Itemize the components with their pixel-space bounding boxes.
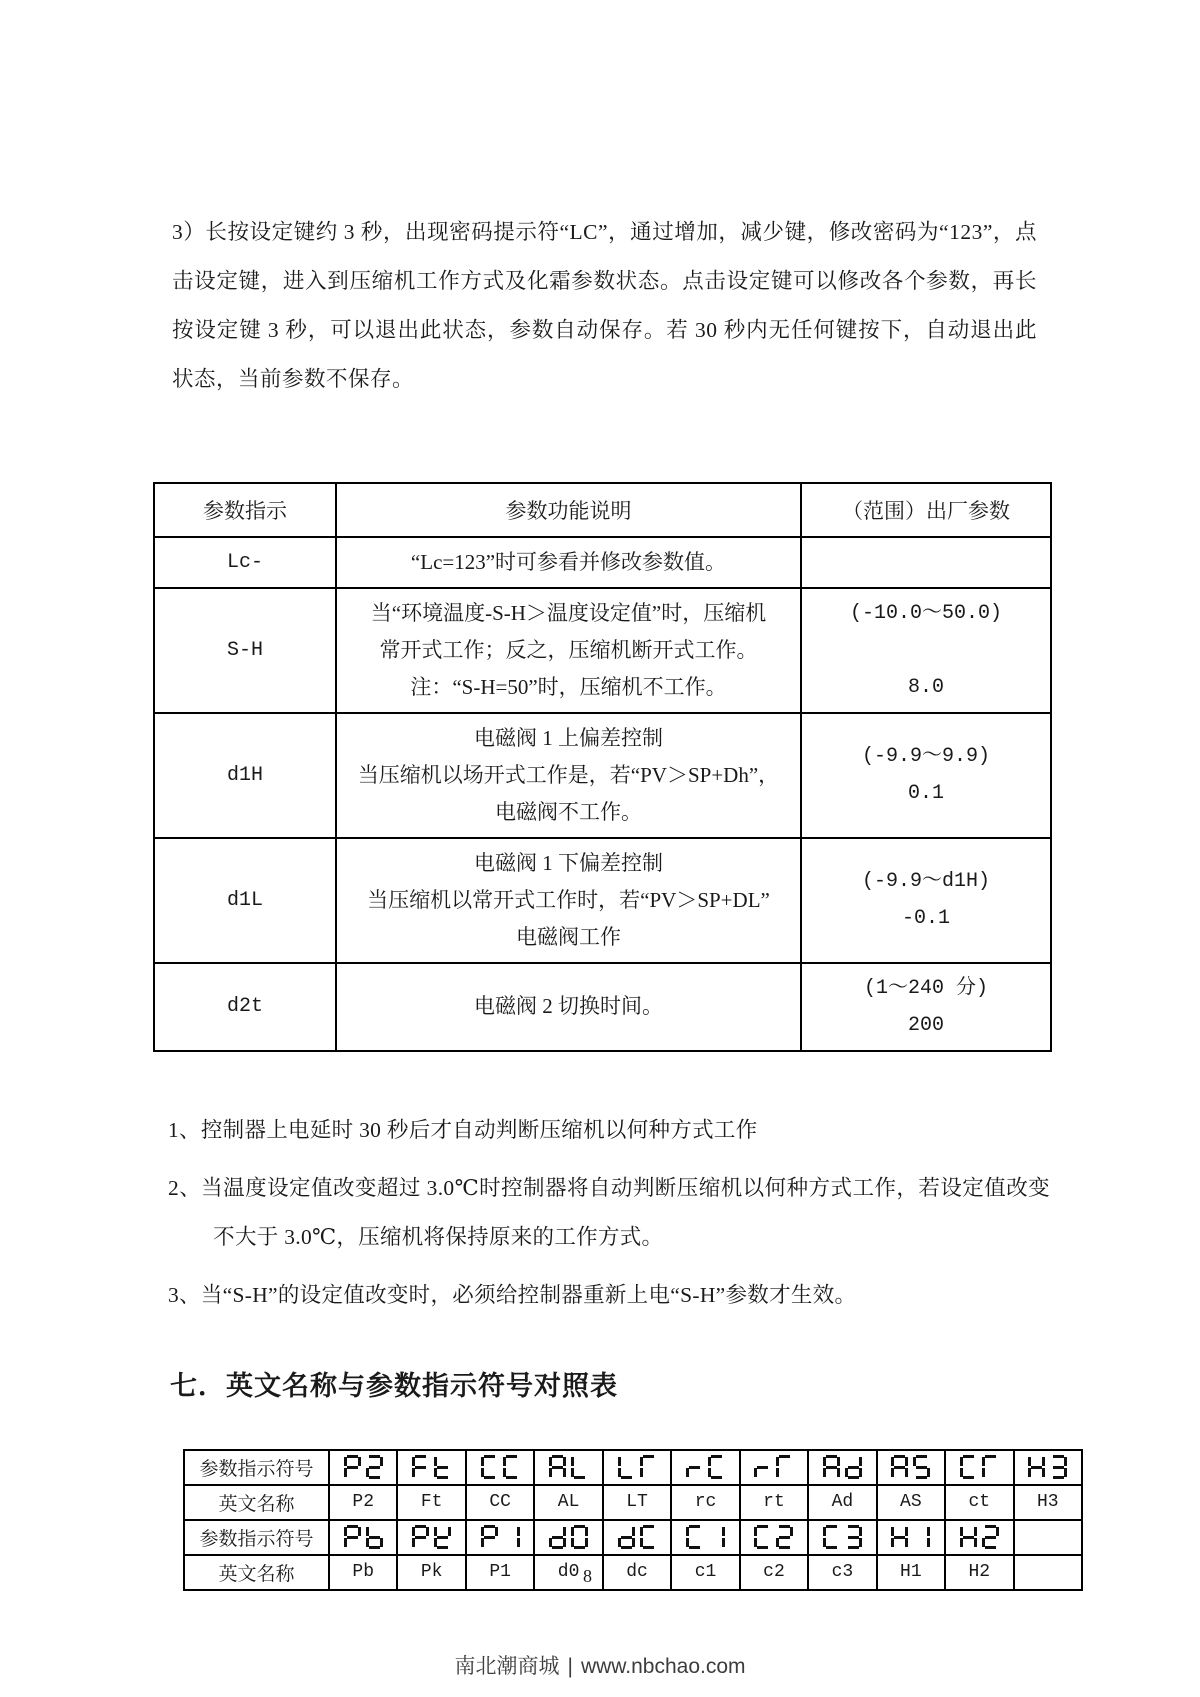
note-item: 1、控制器上电延时 30 秒后才自动判断压缩机以何种方式工作 bbox=[168, 1117, 758, 1142]
desc-line: 当压缩机以常开式工作时，若“PV＞SP+DL” bbox=[367, 887, 770, 912]
seven-segment-glyph bbox=[708, 1455, 725, 1479]
param-range-cell bbox=[801, 963, 1051, 1051]
english-name-cell: Pb bbox=[329, 1555, 397, 1590]
seven-segment-glyph bbox=[754, 1525, 771, 1549]
seven-segment-glyph bbox=[686, 1525, 703, 1549]
table-row bbox=[154, 588, 1051, 713]
row-label-cell: 英文名称 bbox=[184, 1555, 329, 1590]
english-name-cell: ct bbox=[945, 1485, 1013, 1520]
range-line: (1～240 分) bbox=[863, 976, 988, 1000]
seven-segment-glyph bbox=[913, 1525, 930, 1549]
english-name-cell: H2 bbox=[945, 1555, 1013, 1590]
seven-segment-glyph bbox=[776, 1525, 793, 1549]
seven-segment-glyph bbox=[412, 1525, 429, 1549]
symbol-cell bbox=[877, 1520, 945, 1555]
english-name-cell: dc bbox=[603, 1555, 671, 1590]
english-name-cell: H3 bbox=[1014, 1485, 1082, 1520]
english-name-cell: c2 bbox=[740, 1555, 808, 1590]
param-range-cell bbox=[801, 713, 1051, 838]
seven-segment-glyph bbox=[686, 1455, 703, 1479]
page-footer bbox=[0, 1650, 1200, 1680]
seven-segment-glyph bbox=[960, 1455, 977, 1479]
symbol-cell bbox=[945, 1520, 1013, 1555]
desc-line: “Lc=123”时可参看并修改参数值。 bbox=[410, 549, 727, 574]
seven-segment-glyph bbox=[412, 1455, 429, 1479]
english-name-cell: AL bbox=[534, 1485, 602, 1520]
seven-segment-glyph bbox=[549, 1525, 566, 1549]
section-heading: 七．英文名称与参数指示符号对照表 bbox=[170, 1370, 618, 1401]
english-name-cell: d0 bbox=[534, 1555, 602, 1590]
table-row bbox=[154, 838, 1051, 963]
table-header-row bbox=[154, 483, 1051, 537]
param-code-cell: S-H bbox=[154, 588, 336, 713]
desc-line: 注：“S-H=50”时，压缩机不工作。 bbox=[410, 674, 727, 699]
range-line bbox=[810, 632, 1042, 669]
note-item: 3、当“S-H”的设定值改变时，必须给控制器重新上电“S-H”参数才生效。 bbox=[168, 1282, 857, 1307]
row-label-cell: 英文名称 bbox=[184, 1485, 329, 1520]
symbol-cell bbox=[740, 1450, 808, 1485]
symbol-cell bbox=[466, 1520, 534, 1555]
param-desc-cell bbox=[336, 713, 801, 838]
symbol-cell bbox=[534, 1520, 602, 1555]
seven-segment-glyph bbox=[891, 1525, 908, 1549]
seven-segment-glyph bbox=[891, 1455, 908, 1479]
english-name-cell: rc bbox=[671, 1485, 739, 1520]
seven-segment-glyph bbox=[845, 1455, 862, 1479]
english-name-cell: c1 bbox=[671, 1555, 739, 1590]
param-desc-cell bbox=[336, 588, 801, 713]
table-row bbox=[154, 963, 1051, 1051]
symbol-cell bbox=[329, 1520, 397, 1555]
desc-line: 当压缩机以场开式工作是，若“PV＞SP+Dh”， bbox=[357, 762, 780, 787]
english-name-cell: rt bbox=[740, 1485, 808, 1520]
seven-segment-glyph bbox=[640, 1525, 657, 1549]
seven-segment-glyph bbox=[640, 1455, 657, 1479]
header-param-range: （范围）出厂参数 bbox=[801, 483, 1051, 537]
seven-segment-glyph bbox=[571, 1525, 588, 1549]
param-code-cell: Lc- bbox=[154, 537, 336, 588]
desc-line: 电磁阀 2 切换时间。 bbox=[474, 994, 663, 1018]
table-row bbox=[154, 537, 1051, 588]
english-name-cell: H1 bbox=[877, 1555, 945, 1590]
seven-segment-glyph bbox=[960, 1525, 977, 1549]
english-name-cell: P1 bbox=[466, 1555, 534, 1590]
seven-segment-glyph bbox=[503, 1455, 520, 1479]
english-name-row bbox=[184, 1485, 1082, 1520]
seven-segment-glyph bbox=[982, 1525, 999, 1549]
english-name-cell: AS bbox=[877, 1485, 945, 1520]
intro-paragraph: 3）长按设定键约 3 秒，出现密码提示符“LC”，通过增加，减少键，修改密码为“123”，点击设定键，进入到压缩机工作方式及化霜参数状态。点击设定键可以修改各个参数，再长按设定键 3 秒，可以退出此状态，参数自动保存。若 30 秒内无任何键按下，自动退出此状态，当前参数不保存。 bbox=[172, 219, 1037, 391]
seven-segment-glyph bbox=[823, 1525, 840, 1549]
range-line: 200 bbox=[907, 1013, 944, 1037]
symbol-cell bbox=[397, 1520, 465, 1555]
seven-segment-glyph bbox=[913, 1455, 930, 1479]
range-line: (-9.9～9.9) bbox=[861, 745, 991, 768]
param-range-cell bbox=[801, 838, 1051, 963]
english-name-cell: CC bbox=[466, 1485, 534, 1520]
seven-segment-glyph bbox=[618, 1525, 635, 1549]
english-name-cell: Ad bbox=[808, 1485, 876, 1520]
param-desc-cell bbox=[336, 838, 801, 963]
footer-site-name: 南北潮商城 bbox=[454, 1655, 560, 1678]
symbol-cell bbox=[603, 1450, 671, 1485]
english-name-cell: Ft bbox=[397, 1485, 465, 1520]
param-code-cell: d2t bbox=[154, 963, 336, 1051]
param-desc-cell bbox=[336, 537, 801, 588]
seven-segment-glyph bbox=[503, 1525, 520, 1549]
symbol-cell bbox=[945, 1450, 1013, 1485]
seven-segment-glyph bbox=[1050, 1455, 1067, 1479]
seven-segment-glyph bbox=[434, 1525, 451, 1549]
seven-segment-glyph bbox=[344, 1525, 361, 1549]
symbol-cell bbox=[808, 1450, 876, 1485]
symbol-row bbox=[184, 1450, 1082, 1485]
row-label-cell: 参数指示符号 bbox=[184, 1450, 329, 1485]
seven-segment-glyph bbox=[571, 1455, 588, 1479]
symbol-cell bbox=[1014, 1520, 1082, 1555]
footer-url[interactable]: www.nbchao.com bbox=[580, 1655, 746, 1678]
page-number: 8 bbox=[583, 1566, 592, 1586]
english-name-cell: LT bbox=[603, 1485, 671, 1520]
symbol-cell bbox=[740, 1520, 808, 1555]
symbol-cell bbox=[534, 1450, 602, 1485]
param-code-cell: d1L bbox=[154, 838, 336, 963]
header-param-code: 参数指示 bbox=[154, 483, 336, 537]
range-line: 8.0 bbox=[907, 675, 944, 699]
seven-segment-glyph bbox=[754, 1455, 771, 1479]
symbol-cell bbox=[603, 1520, 671, 1555]
symbol-cell bbox=[397, 1450, 465, 1485]
header-param-desc: 参数功能说明 bbox=[336, 483, 801, 537]
seven-segment-glyph bbox=[982, 1455, 999, 1479]
seven-segment-glyph bbox=[845, 1525, 862, 1549]
seven-segment-glyph bbox=[434, 1455, 451, 1479]
seven-segment-glyph bbox=[344, 1455, 361, 1479]
seven-segment-glyph bbox=[618, 1455, 635, 1479]
seven-segment-glyph bbox=[481, 1455, 498, 1479]
footer-separator: | bbox=[567, 1655, 573, 1678]
range-line: (-9.9～d1H) bbox=[861, 870, 991, 893]
seven-segment-glyph bbox=[823, 1455, 840, 1479]
param-desc-cell bbox=[336, 963, 801, 1051]
symbol-cell bbox=[877, 1450, 945, 1485]
symbol-cell bbox=[671, 1520, 739, 1555]
symbol-cell bbox=[466, 1450, 534, 1485]
english-name-cell: c3 bbox=[808, 1555, 876, 1590]
table-row bbox=[154, 713, 1051, 838]
seven-segment-glyph bbox=[481, 1525, 498, 1549]
range-line: 0.1 bbox=[907, 782, 944, 805]
symbol-cell bbox=[329, 1450, 397, 1485]
seven-segment-glyph bbox=[1028, 1455, 1045, 1479]
desc-line: 当“环境温度-S-H＞温度设定值”时，压缩机 bbox=[370, 600, 767, 625]
note-item: 2、当温度设定值改变超过 3.0℃时控制器将自动判断压缩机以何种方式工作，若设定值改变不大于 3.0℃，压缩机将保持原来的工作方式。 bbox=[168, 1175, 1050, 1249]
row-label-cell: 参数指示符号 bbox=[184, 1520, 329, 1555]
seven-segment-glyph bbox=[366, 1525, 383, 1549]
seven-segment-glyph bbox=[549, 1455, 566, 1479]
range-line: (-10.0～50.0) bbox=[849, 601, 1003, 625]
symbol-cell bbox=[1014, 1450, 1082, 1485]
desc-line: 电磁阀 1 下偏差控制 bbox=[474, 850, 663, 875]
symbol-row bbox=[184, 1520, 1082, 1555]
seven-segment-glyph bbox=[776, 1455, 793, 1479]
symbol-cell bbox=[808, 1520, 876, 1555]
range-line: -0.1 bbox=[901, 907, 950, 930]
seven-segment-glyph bbox=[366, 1455, 383, 1479]
param-range-cell bbox=[801, 588, 1051, 713]
param-range-cell bbox=[801, 537, 1051, 588]
desc-line: 电磁阀 1 上偏差控制 bbox=[474, 725, 663, 750]
symbol-cell bbox=[671, 1450, 739, 1485]
seven-segment-glyph bbox=[708, 1525, 725, 1549]
notes-list bbox=[168, 1106, 1050, 1320]
desc-line: 电磁阀不工作。 bbox=[495, 799, 642, 824]
parameter-table bbox=[153, 482, 1052, 1052]
english-name-cell: P2 bbox=[329, 1485, 397, 1520]
param-code-cell: d1H bbox=[154, 713, 336, 838]
desc-line: 常开式工作；反之，压缩机断开式工作。 bbox=[379, 637, 758, 662]
desc-line: 电磁阀工作 bbox=[516, 924, 621, 949]
english-name-cell: Pk bbox=[397, 1555, 465, 1590]
